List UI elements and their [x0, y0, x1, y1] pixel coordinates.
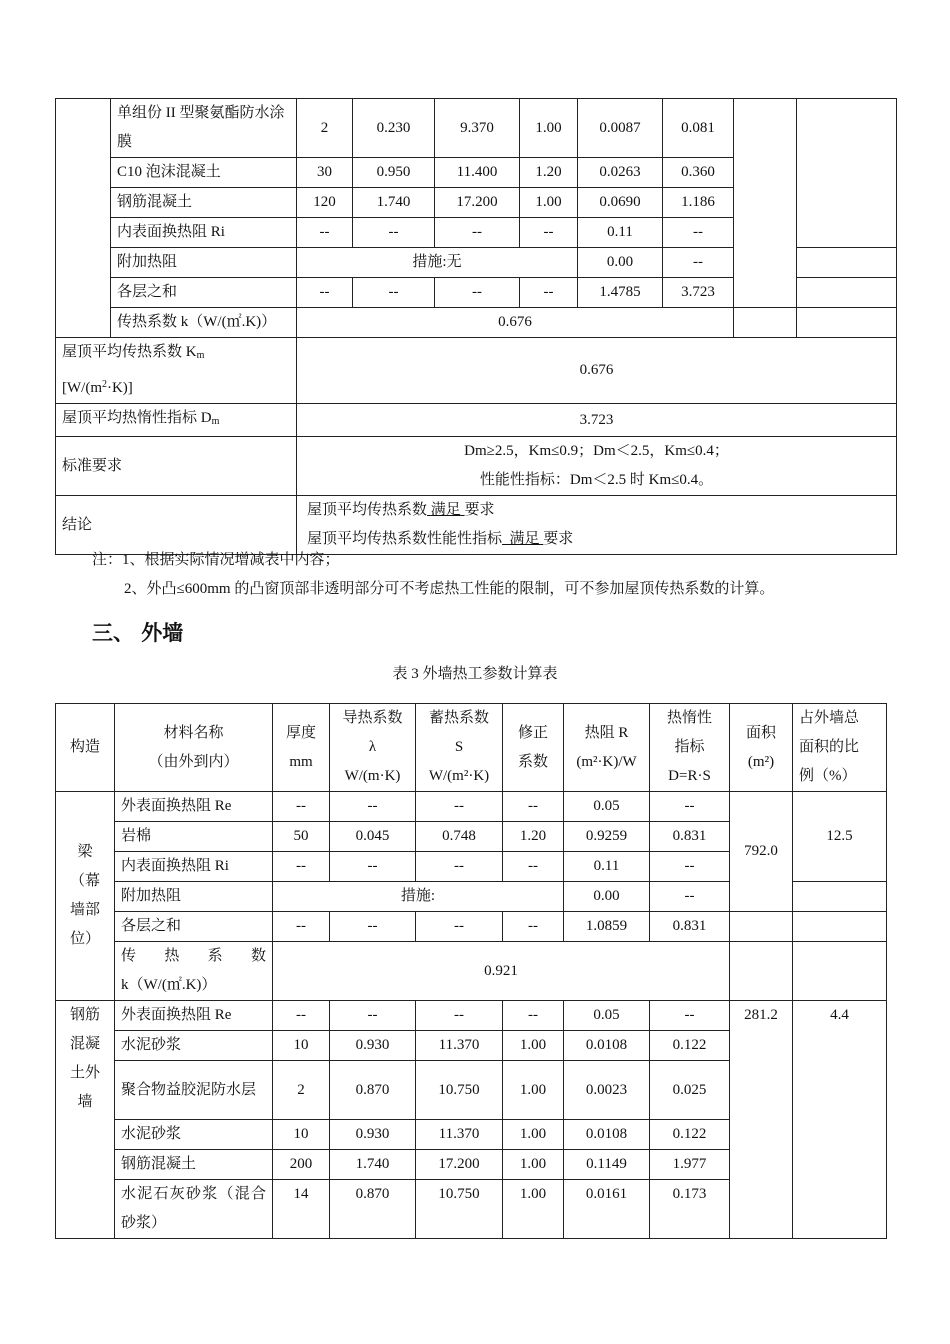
k-label-char: 传	[121, 948, 137, 964]
d-cell: 0.081	[663, 99, 734, 158]
d-cell: 0.025	[650, 1061, 730, 1120]
lambda-cell: 0.950	[353, 158, 435, 188]
header-d	[650, 704, 730, 792]
layer-name: 内表面换热阻 Ri	[115, 852, 273, 882]
conclusion-result-text: 满足	[509, 531, 540, 547]
lambda-cell: 1.740	[330, 1150, 416, 1180]
layer-name: 附加热阻	[111, 248, 297, 278]
layer-name: 钢筋混凝土	[111, 188, 297, 218]
layer-name: C10 泡沫混凝土	[111, 158, 297, 188]
lambda-cell: 0.870	[330, 1180, 416, 1239]
header-text: （由外到内）	[148, 753, 239, 770]
lambda-cell: --	[353, 218, 435, 248]
lambda-cell: --	[330, 852, 416, 882]
std-value	[297, 437, 897, 496]
r-cell: 0.00	[564, 882, 650, 912]
std-line-1: Dm≥2.5，Km≤0.9；Dm＜2.5，Km≤0.4；	[464, 443, 729, 459]
conclusion-text: 要求	[543, 531, 574, 547]
layer-name: 外表面换热阻 Re	[115, 792, 273, 822]
header-lambda	[330, 704, 416, 792]
d-cell: --	[650, 882, 730, 912]
header-text: 热阻 R	[584, 724, 629, 741]
corr-cell: 1.00	[520, 99, 578, 158]
km-label	[56, 338, 297, 404]
layer-name: 水泥砂浆	[115, 1120, 273, 1150]
thickness-cell: --	[297, 218, 353, 248]
table-row	[56, 942, 887, 1001]
conclusion-value	[297, 496, 897, 555]
ratio-cell	[797, 248, 897, 278]
table-caption: 表 3 外墙热工参数计算表	[392, 666, 558, 682]
note-2: 2、外凸≤600mm 的凸窗顶部非透明部分可不考虑热工性能的限制，可不参加屋顶传热系数的计算。	[124, 581, 775, 597]
thickness-cell: 120	[297, 188, 353, 218]
header-thickness	[273, 704, 330, 792]
r-cell: 0.1149	[564, 1150, 650, 1180]
header-text: 指标	[674, 739, 705, 755]
construct-text: 混凝	[69, 1036, 100, 1052]
layer-name: 附加热阻	[115, 882, 273, 912]
lambda-cell: 0.870	[330, 1061, 416, 1120]
table-row	[56, 1001, 887, 1031]
table-row	[56, 338, 897, 404]
thickness-cell: 10	[273, 1120, 330, 1150]
header-s	[416, 704, 503, 792]
ratio-cell	[797, 308, 897, 338]
conclusion-result	[427, 502, 465, 518]
conclusion-line-2	[307, 525, 890, 554]
d-cell: 3.723	[663, 278, 734, 308]
thickness-cell: 200	[273, 1150, 330, 1180]
construct-text: 钢筋	[69, 1007, 100, 1023]
lambda-cell: --	[330, 792, 416, 822]
thickness-cell: --	[273, 792, 330, 822]
lambda-cell: 0.230	[353, 99, 435, 158]
d-cell: 0.360	[663, 158, 734, 188]
layer-name: 水泥石灰砂浆（混合砂浆）	[115, 1180, 273, 1239]
area-cell: 281.2	[730, 1001, 793, 1239]
d-cell: --	[650, 852, 730, 882]
d-cell: 0.122	[650, 1120, 730, 1150]
thickness-cell: 50	[273, 822, 330, 852]
layer-name: 各层之和	[111, 278, 297, 308]
s-cell: 11.370	[416, 1120, 503, 1150]
corr-cell: 1.00	[520, 188, 578, 218]
header-text: 面积的比	[799, 739, 860, 755]
table-row	[56, 792, 887, 822]
lambda-cell: 1.740	[353, 188, 435, 218]
r-cell: 0.11	[578, 218, 663, 248]
thickness-cell: 10	[273, 1031, 330, 1061]
corr-cell: 1.00	[503, 1061, 564, 1120]
r-cell: 0.0263	[578, 158, 663, 188]
s-cell: 10.750	[416, 1180, 503, 1239]
dm-label-text: 屋顶平均热惰性指标 D	[62, 410, 212, 426]
r-cell: 0.0108	[564, 1031, 650, 1061]
lambda-cell: 0.930	[330, 1031, 416, 1061]
section-title: 三、 外墙	[92, 621, 184, 645]
km-sub: m	[196, 350, 205, 361]
lambda-cell: --	[330, 912, 416, 942]
dm-value: 3.723	[297, 404, 897, 437]
header-text: 厚度	[285, 724, 316, 741]
k-label-line-2: k（W/(㎡.K)）	[121, 977, 217, 993]
ratio-cell	[793, 942, 887, 1001]
conclusion-label: 结论	[56, 496, 297, 555]
area-cell: 792.0	[730, 792, 793, 912]
s-cell: 9.370	[435, 99, 520, 158]
d-cell: 0.122	[650, 1031, 730, 1061]
measure-cell: 措施:无	[297, 248, 578, 278]
construct-text: （幕	[69, 873, 100, 889]
thickness-cell: --	[297, 278, 353, 308]
header-construct: 构造	[56, 704, 115, 792]
header-text: mm	[289, 753, 313, 770]
wall-thermal-table	[55, 703, 887, 1239]
header-text: 修正	[517, 724, 548, 741]
layer-name: 内表面换热阻 Ri	[111, 218, 297, 248]
construct-cell	[56, 99, 111, 338]
ratio-cell: 4.4	[793, 1001, 887, 1239]
construct-text: 墙部	[69, 902, 100, 918]
layer-name: 岩棉	[115, 822, 273, 852]
thickness-cell: --	[273, 912, 330, 942]
measure-cell: 措施:	[273, 882, 564, 912]
table-row	[56, 308, 897, 338]
k-value: 0.921	[273, 942, 730, 1001]
r-cell: 0.0023	[564, 1061, 650, 1120]
header-text: 占外墙总	[799, 710, 860, 726]
header-row	[56, 704, 887, 792]
table-row	[56, 496, 897, 555]
table-row	[56, 99, 897, 158]
thickness-cell: --	[273, 852, 330, 882]
area-cell	[734, 308, 797, 338]
s-cell: 0.748	[416, 822, 503, 852]
thickness-cell: --	[273, 1001, 330, 1031]
r-cell: 0.0690	[578, 188, 663, 218]
s-cell: 17.200	[435, 188, 520, 218]
header-text: 面积	[745, 724, 776, 741]
s-cell: 11.400	[435, 158, 520, 188]
k-label	[115, 942, 273, 1001]
ratio-cell	[793, 882, 887, 912]
d-cell: 0.831	[650, 822, 730, 852]
ratio-cell: 12.5	[793, 792, 887, 882]
layer-name: 单组份 II 型聚氨酯防水涂膜	[111, 99, 297, 158]
header-text: 系数	[517, 753, 548, 770]
k-label-char: 热	[164, 948, 180, 964]
header-text: 热惰性	[666, 710, 712, 726]
header-text: 导热系数	[342, 710, 403, 726]
header-text: W/(m·K)	[344, 768, 401, 784]
header-corr	[503, 704, 564, 792]
s-cell: 10.750	[416, 1061, 503, 1120]
r-cell: 1.0859	[564, 912, 650, 942]
d-cell: --	[650, 1001, 730, 1031]
d-cell: 1.977	[650, 1150, 730, 1180]
thickness-cell: 2	[297, 99, 353, 158]
s-cell: --	[416, 852, 503, 882]
header-text: W/(m²·K)	[428, 768, 490, 784]
d-cell: --	[650, 792, 730, 822]
r-cell: 0.11	[564, 852, 650, 882]
r-cell: 0.0161	[564, 1180, 650, 1239]
header-area	[730, 704, 793, 792]
header-material	[115, 704, 273, 792]
layer-name: 外表面换热阻 Re	[115, 1001, 273, 1031]
header-text: 蓄热系数	[428, 710, 489, 726]
km-label-b: [W/(m	[62, 380, 102, 396]
area-cell	[734, 99, 797, 308]
table-row	[56, 437, 897, 496]
d-cell: 1.186	[663, 188, 734, 218]
layer-name: 钢筋混凝土	[115, 1150, 273, 1180]
km-sup: 2	[101, 379, 107, 390]
d-cell: --	[663, 218, 734, 248]
layer-name: 聚合物益胶泥防水层	[115, 1061, 273, 1120]
header-text: 例（%）	[799, 768, 857, 784]
s-cell: 17.200	[416, 1150, 503, 1180]
r-cell: 0.0108	[564, 1120, 650, 1150]
construct-cell	[56, 792, 115, 1001]
conclusion-text: 屋顶平均传热系数性能性指标	[307, 531, 503, 547]
header-r	[564, 704, 650, 792]
area-cell	[730, 942, 793, 1001]
thickness-cell: 30	[297, 158, 353, 188]
d-cell: 0.831	[650, 912, 730, 942]
corr-cell: --	[503, 852, 564, 882]
km-value: 0.676	[297, 338, 897, 404]
header-text: (m²·K)/W	[576, 753, 637, 770]
r-cell: 0.00	[578, 248, 663, 278]
r-cell: 1.4785	[578, 278, 663, 308]
header-text: (m²)	[747, 753, 775, 770]
corr-cell: --	[503, 912, 564, 942]
header-text: D=R·S	[668, 768, 711, 784]
construct-text: 位）	[69, 931, 100, 947]
ratio-cell	[797, 99, 897, 248]
area-cell	[730, 912, 793, 942]
layer-name: 各层之和	[115, 912, 273, 942]
construct-text: 梁	[77, 844, 93, 860]
std-label: 标准要求	[56, 437, 297, 496]
roof-thermal-table	[55, 98, 897, 555]
header-ratio	[793, 704, 887, 792]
d-cell: 0.173	[650, 1180, 730, 1239]
lambda-cell: 0.930	[330, 1120, 416, 1150]
construct-cell	[56, 1001, 115, 1239]
ratio-cell	[797, 278, 897, 308]
lambda-cell: --	[330, 1001, 416, 1031]
k-label: 传热系数 k（W/(㎡.K)）	[111, 308, 297, 338]
s-cell: --	[416, 912, 503, 942]
r-cell: 0.9259	[564, 822, 650, 852]
construct-text: 土外	[69, 1065, 100, 1081]
lambda-cell: 0.045	[330, 822, 416, 852]
std-line-2: 性能性指标：Dm＜2.5 时 Km≤0.4。	[479, 472, 714, 488]
conclusion-text: 要求	[464, 502, 495, 518]
s-cell: --	[416, 792, 503, 822]
km-label-c: ·K)]	[106, 380, 133, 396]
lambda-cell: --	[353, 278, 435, 308]
d-cell: --	[663, 248, 734, 278]
k-label-char: 数	[250, 948, 266, 964]
ratio-cell	[793, 912, 887, 942]
r-cell: 0.05	[564, 792, 650, 822]
s-cell: --	[435, 218, 520, 248]
r-cell: 0.05	[564, 1001, 650, 1031]
construct-text: 墙	[77, 1094, 93, 1110]
corr-cell: 1.20	[520, 158, 578, 188]
corr-cell: --	[520, 278, 578, 308]
r-cell: 0.0087	[578, 99, 663, 158]
layer-name: 水泥砂浆	[115, 1031, 273, 1061]
corr-cell: 1.00	[503, 1120, 564, 1150]
corr-cell: 1.20	[503, 822, 564, 852]
k-label-char: 系	[207, 948, 223, 964]
s-cell: --	[416, 1001, 503, 1031]
s-cell: --	[435, 278, 520, 308]
conclusion-text: 屋顶平均传热系数	[307, 502, 428, 518]
corr-cell: 1.00	[503, 1180, 564, 1239]
s-cell: 11.370	[416, 1031, 503, 1061]
k-value: 0.676	[297, 308, 734, 338]
corr-cell: --	[503, 1001, 564, 1031]
corr-cell: 1.00	[503, 1150, 564, 1180]
corr-cell: 1.00	[503, 1031, 564, 1061]
corr-cell: --	[503, 792, 564, 822]
km-label-a: 屋顶平均传热系数 K	[62, 344, 197, 360]
header-text: λ	[368, 739, 377, 755]
header-text: S	[454, 739, 464, 755]
corr-cell: --	[520, 218, 578, 248]
dm-sub: m	[211, 416, 220, 427]
conclusion-line-1	[307, 496, 890, 525]
header-text: 材料名称	[163, 724, 224, 741]
k-label-line-1	[121, 942, 266, 971]
table-row	[56, 912, 887, 942]
table-row	[56, 404, 897, 437]
conclusion-result	[502, 531, 543, 547]
conclusion-result-text: 满足	[430, 502, 461, 518]
note-1: 注：1、根据实际情况增减表中内容；	[92, 552, 340, 568]
thickness-cell: 14	[273, 1180, 330, 1239]
thickness-cell: 2	[273, 1061, 330, 1120]
dm-label	[56, 404, 297, 437]
